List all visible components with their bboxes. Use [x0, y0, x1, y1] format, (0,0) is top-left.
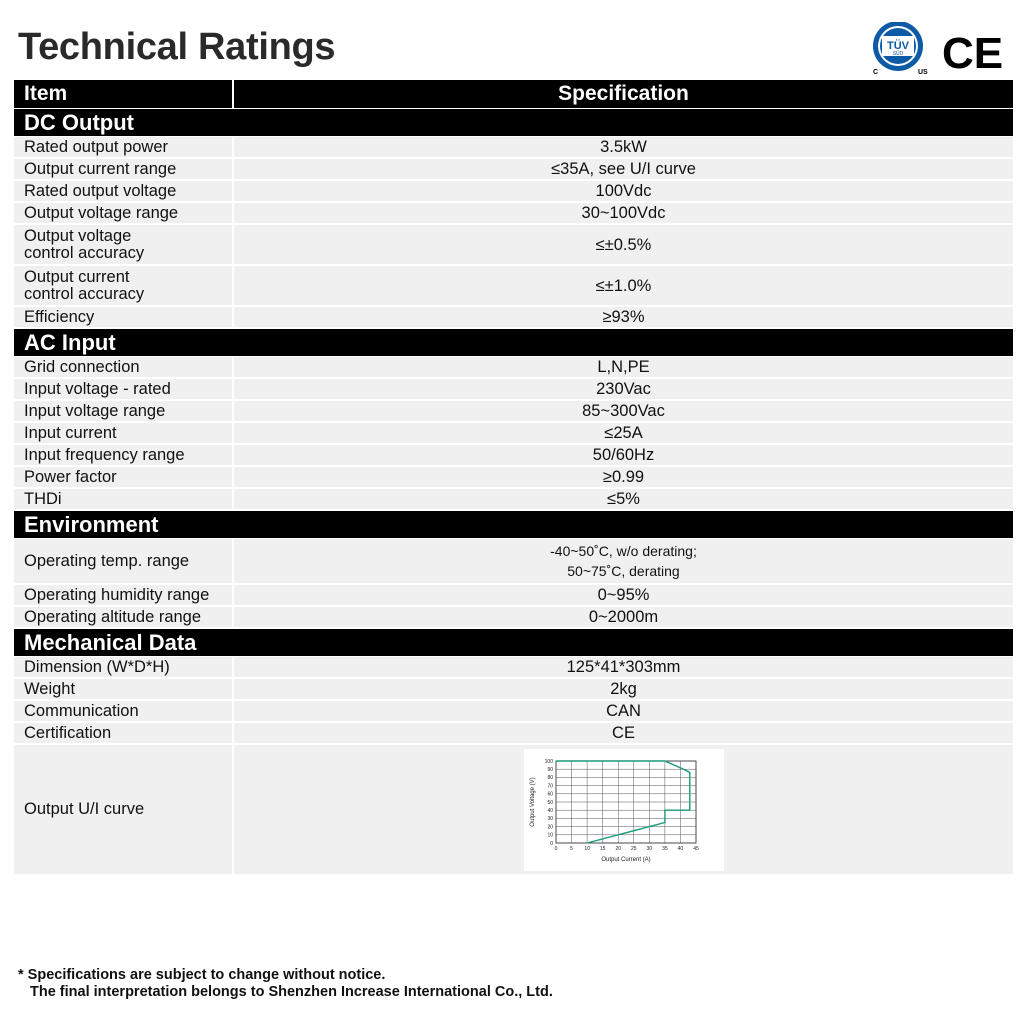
tuv-text: TÜV	[887, 40, 909, 52]
table-row	[14, 701, 1013, 723]
tuv-sud-logo	[873, 22, 928, 76]
row-item-label: Operating altitude range	[14, 607, 234, 627]
row-item-label: Operating temp. range	[14, 539, 234, 583]
row-item-label: Grid connection	[14, 357, 234, 377]
row-spec-value: ≤35A, see U/I curve	[551, 160, 696, 178]
table-row	[14, 225, 1013, 266]
y-tick-label: 80	[546, 774, 553, 781]
row-item-label: Output voltage control accuracy	[14, 225, 234, 264]
section-header-environment: Environment	[14, 511, 1013, 539]
x-tick-label: 45	[692, 845, 699, 852]
tuv-c-text: C	[873, 69, 879, 76]
row-spec-value: 85~300Vac	[582, 402, 665, 420]
row-spec-value: ≤±1.0%	[595, 276, 652, 295]
row-spec-value: CE	[612, 724, 635, 742]
table-row	[14, 745, 1013, 876]
row-spec-value: ≤±0.5%	[595, 235, 652, 254]
row-spec-value: 30~100Vdc	[581, 204, 666, 222]
table-row	[14, 159, 1013, 181]
row-item-label: Rated output power	[14, 137, 234, 157]
row-spec-value: ≤25A	[604, 424, 643, 442]
x-tick-label: 40	[677, 845, 683, 852]
table-row	[14, 679, 1013, 701]
y-tick-label: 70	[546, 782, 553, 789]
table-row	[14, 467, 1013, 489]
footer-line-2: The final interpretation belongs to Shenzhen Increase International Co., Ltd.	[30, 984, 553, 1000]
table-row	[14, 357, 1013, 379]
y-tick-label: 90	[546, 766, 553, 773]
y-tick-label: 50	[546, 799, 553, 806]
row-spec-value: ≤5%	[607, 490, 640, 508]
row-item-label: Power factor	[14, 467, 234, 487]
spec-table	[14, 80, 1013, 876]
table-row	[14, 401, 1013, 423]
footer-line-1: * Specifications are subject to change without notice.	[18, 967, 386, 983]
row-spec-value: ≥93%	[602, 308, 645, 326]
x-tick-label: 10	[583, 845, 590, 852]
y-tick-label: 30	[546, 815, 553, 822]
y-axis-label: Output Voltage (V)	[529, 776, 536, 827]
x-tick-label: 20	[614, 845, 621, 852]
y-tick-label: 40	[546, 807, 553, 814]
table-row	[14, 489, 1013, 511]
ui-curve-chart	[524, 749, 724, 871]
table-row	[14, 379, 1013, 401]
y-tick-label: 10	[546, 832, 553, 839]
y-tick-label: 20	[546, 823, 553, 830]
table-row	[14, 181, 1013, 203]
row-spec-value: ≥0.99	[602, 468, 645, 486]
tuv-sub-text: SÜD	[892, 51, 904, 57]
row-spec-value: CAN	[606, 702, 641, 720]
row-spec-value: 50/60Hz	[592, 446, 655, 464]
row-item-label: Input frequency range	[14, 445, 234, 465]
row-item-label: Input voltage - rated	[14, 379, 234, 399]
row-item-label: THDi	[14, 489, 234, 509]
ce-mark: CE	[942, 29, 1004, 78]
row-item-label: Output current range	[14, 159, 234, 179]
table-row	[14, 203, 1013, 225]
row-item-label: Dimension (W*D*H)	[14, 657, 234, 677]
certification-logos	[870, 22, 1006, 78]
row-spec-value: 230Vac	[596, 380, 651, 398]
row-spec-value: -40~50˚C, w/o derating; 50~75˚C, derating	[550, 543, 697, 579]
row-item-label: Output current control accuracy	[14, 266, 234, 305]
table-header	[14, 80, 1013, 109]
page-title: Technical Ratings	[18, 26, 336, 68]
table-row	[14, 607, 1013, 629]
ui-curve-cell	[234, 745, 1013, 874]
row-item-label: Communication	[14, 701, 234, 721]
x-tick-label: 30	[646, 845, 652, 852]
table-row	[14, 657, 1013, 679]
footer-note	[18, 967, 553, 1001]
x-tick-label: 25	[630, 845, 637, 852]
table-row	[14, 445, 1013, 467]
x-tick-label: 0	[554, 845, 557, 852]
y-tick-label: 0	[549, 840, 553, 847]
x-axis-label: Output Current (A)	[600, 856, 651, 863]
row-spec-value: L,N,PE	[597, 358, 650, 376]
tuv-us-text: US	[918, 69, 928, 76]
row-item-label: Output U/I curve	[14, 745, 234, 874]
table-row	[14, 723, 1013, 745]
y-tick-label: 60	[546, 791, 553, 798]
row-item-label: Input current	[14, 423, 234, 443]
row-item-label: Weight	[14, 679, 234, 699]
table-row	[14, 585, 1013, 607]
x-tick-label: 5	[569, 845, 573, 852]
section-header-dc-output: DC Output	[14, 109, 1013, 137]
header-item: Item	[14, 80, 234, 108]
row-spec-value: 100Vdc	[595, 182, 652, 200]
table-row	[14, 266, 1013, 307]
y-tick-label: 100	[544, 758, 553, 765]
x-tick-label: 35	[661, 845, 668, 852]
row-spec-value: 0~95%	[597, 586, 650, 604]
section-header-mechanical-data: Mechanical Data	[14, 629, 1013, 657]
row-item-label: Efficiency	[14, 307, 234, 327]
row-spec-value: 2kg	[610, 680, 637, 698]
header-spec: Specification	[558, 82, 689, 105]
row-spec-value: 0~2000m	[588, 608, 659, 626]
table-row	[14, 137, 1013, 159]
row-item-label: Rated output voltage	[14, 181, 234, 201]
row-item-label: Input voltage range	[14, 401, 234, 421]
row-item-label: Output voltage range	[14, 203, 234, 223]
section-header-ac-input: AC Input	[14, 329, 1013, 357]
row-spec-value: 125*41*303mm	[566, 658, 681, 676]
x-tick-label: 15	[599, 845, 605, 852]
table-row	[14, 307, 1013, 329]
row-spec-value: 3.5kW	[600, 138, 647, 156]
row-item-label: Operating humidity range	[14, 585, 234, 605]
table-row	[14, 423, 1013, 445]
row-item-label: Certification	[14, 723, 234, 743]
table-row	[14, 539, 1013, 585]
